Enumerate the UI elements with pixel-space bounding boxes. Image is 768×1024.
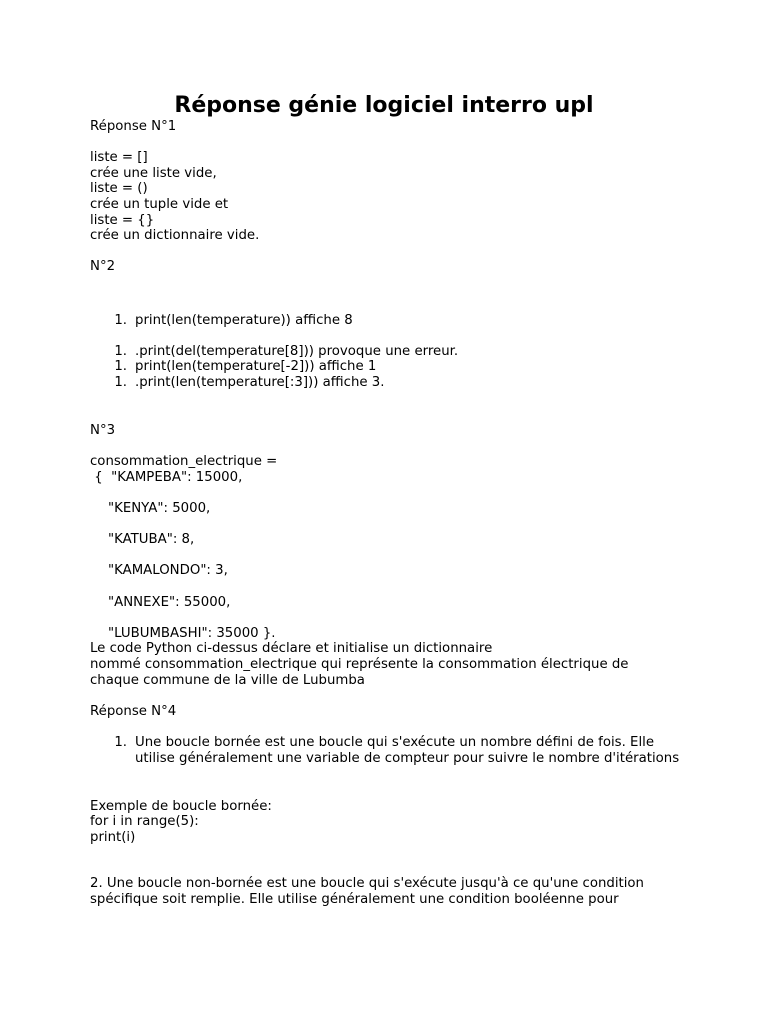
document-body	[90, 119, 690, 907]
code-line: { "KAMPEBA": 15000,	[90, 469, 243, 485]
text-line: 2. Une boucle non-bornée est une boucle qui s'exécute jusqu'à ce qu'une condition	[90, 876, 644, 892]
text-line: crée une liste vide,	[90, 165, 217, 181]
section-reponse-4	[90, 704, 690, 908]
document-title: Réponse génie logiciel interro upl	[174, 93, 594, 118]
list-item	[90, 313, 690, 329]
text-line: spécifique soit remplie. Elle utilise généralement une condition booléenne pour	[90, 891, 619, 907]
section-heading: Réponse N°1	[90, 119, 177, 134]
section-heading: N°2	[90, 259, 116, 275]
list-item	[90, 359, 690, 375]
section-reponse-2	[90, 259, 690, 390]
list-text: .print(del(temperature[8])) provoque une erreur.	[135, 343, 459, 359]
text-line: Le code Python ci-dessus déclare et initialise un dictionnaire	[90, 641, 493, 657]
list-number: 1.	[114, 343, 127, 359]
list-number: 1.	[114, 374, 127, 390]
list-text: print(len(temperature[-2])) affiche 1	[135, 359, 377, 375]
code-line: print(i)	[90, 829, 136, 845]
text-line: crée un dictionnaire vide.	[90, 228, 260, 244]
text-line: chaque commune de la ville de Lubumba	[90, 672, 365, 688]
text-line: liste = {}	[90, 212, 155, 228]
list-item	[90, 344, 690, 360]
code-line: "LUBUMBASHI": 35000 }.	[108, 625, 276, 641]
text-line: crée un tuple vide et	[90, 196, 229, 212]
code-line: "KATUBA": 8,	[108, 532, 195, 548]
text-line: Exemple de boucle bornée:	[90, 798, 272, 814]
code-line: for i in range(5):	[90, 814, 199, 830]
list-text: Une boucle bornée est une boucle qui s'exécute un nombre défini de fois. Elle utilise généralement une variable de compteur pour suivre le nombre d'itérations	[135, 734, 680, 766]
list-item	[90, 375, 690, 391]
section-reponse-3	[90, 423, 690, 688]
list-text: print(len(temperature)) affiche 8	[135, 312, 353, 328]
text-line: liste = ()	[90, 181, 148, 197]
section-heading: Réponse N°4	[90, 703, 177, 719]
code-line: "KAMALONDO": 3,	[108, 563, 228, 579]
section-heading: N°3	[90, 423, 116, 439]
text-line: liste = []	[90, 150, 148, 166]
list-text: .print(len(temperature[:3])) affiche 3.	[135, 374, 385, 390]
code-line: consommation_electrique =	[90, 454, 278, 470]
list-number: 1.	[114, 312, 127, 328]
text-line: nommé consommation_electrique qui représente la consommation électrique de	[90, 657, 629, 672]
list-number: 1.	[114, 734, 127, 750]
list-item	[90, 735, 690, 766]
list-number: 1.	[114, 359, 127, 375]
code-line: "ANNEXE": 55000,	[108, 594, 231, 610]
section-reponse-1	[90, 119, 690, 244]
code-line: "KENYA": 5000,	[108, 501, 211, 517]
